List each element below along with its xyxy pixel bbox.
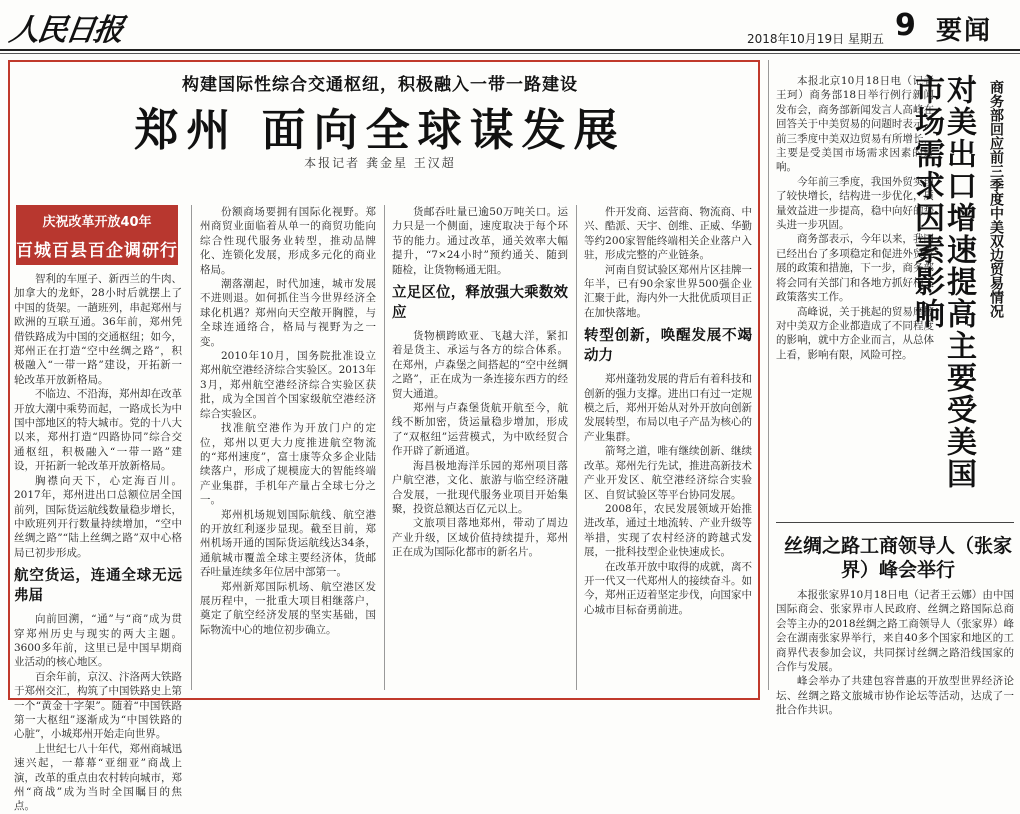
paragraph: 郑州机场规划国际航线、航空港的开放红利逐步显现。截至目前，郑州机场开通的国际货运航线达34条，通航城市覆盖全球主要经济体，货邮吞吐量连续多年位居中部第一。 xyxy=(200,508,376,579)
right-article-2-headline: 丝绸之路工商领导人（张家界）峰会举行 xyxy=(783,535,1012,581)
series-badge xyxy=(16,205,178,265)
feature-column-1 xyxy=(14,272,182,813)
subhead-1: 航空货运，连通全球无远弗届 xyxy=(14,567,182,605)
paragraph: 件开发商、运营商、物流商、中兴、酷派、天宇、创维、正威、华勤等约200家智能终端相关企业落户入驻，形成完整的产业链条。 xyxy=(584,206,752,262)
badge-line-1: 庆祝改革开放40年 xyxy=(42,215,152,230)
paragraph: 峰会举办了共建包容普惠的开放型世界经济论坛、丝绸之路文旅城市协作论坛等活动，达成了一批合作共识。 xyxy=(776,675,1014,717)
top-rule-thin xyxy=(0,53,1020,54)
paragraph: 海昌极地海洋乐园的郑州项目落户航空港，文化、旅游与临空经济融合发展，一批现代服务业项目开始集聚，投资总额达百亿元以上。 xyxy=(392,459,568,515)
section-rule xyxy=(776,522,1014,523)
paragraph: 向前回溯，“通”与“商”成为贯穿郑州历史与现实的两大主题。3600多年前，这里已是中国早期商业活动的核心地区。 xyxy=(14,613,182,669)
paragraph: 箭弩之道，唯有继续创新、继续改革。郑州先行先试，推进高新技术产业开发区、航空港经济综合实验区、自贸试验区等平台协同发展。 xyxy=(584,445,752,501)
paragraph: 郑州蓬勃发展的背后有着科技和创新的强力支撑。进出口有过一定规模之后，郑州开始从对外开放向创新发展转型，布局以电子产品为核心的产业集群。 xyxy=(584,373,752,443)
paragraph: 高峰说，关于挑起的贸易摩擦对中美双方企业都造成了不同程度的影响，就中方企业而言，从总体上看，影响有限，风险可控。 xyxy=(776,305,934,361)
paragraph: 智利的车厘子、新西兰的牛肉、加拿大的龙虾，28小时后就摆上了中国的货架。一趟班列，串起郑州与欧洲的互联互通。36年前，郑州凭借铁路成为中国的交通枢纽；如今，郑州正在打造“空中丝绸之路”，积极融入“一带一路”建设，开拓新一轮改革开放新格局。 xyxy=(14,273,182,386)
badge-line-2: 百城百县百企调研行 xyxy=(16,241,178,261)
right-article-2-body xyxy=(776,588,1014,717)
paragraph: 找准航空港作为开放门户的定位，郑州以更大力度推进航空物流的“郑州速度”，富士康等众多企业陆续落户，形成了规模庞大的智能终端产业集群，手机年产量占全球七分之一。 xyxy=(200,422,376,507)
paragraph: 今年前三季度，我国外贸实现了较快增长，结构进一步优化，质量效益进一步提高，稳中向好的势头进一步巩固。 xyxy=(776,175,934,232)
paragraph: 在改革开放中取得的成就，离不开一代又一代郑州人的接续奋斗。如今，郑州正迈着坚定步伐，向国家中心城市目标奋勇前进。 xyxy=(584,560,752,616)
paragraph: 本报北京10月18日电（记者王珂）商务部18日举行例行新闻发布会，商务部新闻发言人高峰在回答关于中美贸易的问题时表示，前三季度中美双边贸易有所增长，主要是受美国市场需求因素的影响。 xyxy=(776,75,934,174)
issue-date: 2018年10月19日 星期五 xyxy=(747,32,884,46)
column-divider xyxy=(768,60,769,690)
feature-column-4 xyxy=(584,205,752,692)
page-number: 9 xyxy=(895,8,916,43)
paragraph: 2008年，农民发展领域开始推进改革，通过土地流转、产业升级等举措，实现了农村经济的跨越式发展，一批科技型企业快速成长。 xyxy=(584,502,752,559)
column-divider xyxy=(191,205,192,690)
paragraph: 胸襟向天下，心定海百川。2017年，郑州进出口总额位居全国前列，国际货运航线数量稳步增长，中欧班列开行数量持续增加，“空中丝绸之路”“陆上丝绸之路”双中心格局已初步形成。 xyxy=(14,474,182,559)
paragraph: 本报张家界10月18日电（记者王云娜）由中国国际商会、张家界市人民政府、丝绸之路国际总商会等主办的2018丝绸之路工商领导人（张家界）峰会在湖南张家界举行，来自40多个国家和地区的工商界代表参加会议，共同探讨丝绸之路沿线国家的合作与发展。 xyxy=(776,589,1014,674)
feature-kicker: 构建国际性综合交通枢纽，积极融入一带一路建设 xyxy=(182,75,578,95)
paragraph: 上世纪七八十年代，郑州商城迅速兴起，一幕幕“亚细亚”商战上演，改革的重点由农村转向城市，郑州“商战”成为当时全国瞩目的焦点。 xyxy=(14,742,182,813)
subhead-3: 转型创新，唤醒发展不竭动力 xyxy=(584,327,752,365)
feature-byline: 本报记者 龚金星 王汉超 xyxy=(304,156,456,170)
paragraph: 不临边、不沿海，郑州却在改革开放大潮中乘势而起，一路成长为中国中部地区的特大城市。党的十八大以来，郑州打造“四路协同”综合交通枢纽，积极融入“一带一路”建设，开拓新一轮改革开放新格局。 xyxy=(14,388,182,473)
section-title: 要闻 xyxy=(936,16,993,46)
paragraph: 文旅项目落地郑州，带动了周边产业升级，区域价值持续提升，郑州正在成为国际化都市的新名片。 xyxy=(392,517,568,559)
paragraph: 潮落潮起，时代加速，城市发展不进则退。如何抓住当今世界经济全球化机遇？郑州向天空敞开胸膛，与全球连通络合，格局与视野为之一变。 xyxy=(200,278,376,348)
right-vertical-headline: 对美出口增速提高主要受美国市场需求因素影响 xyxy=(909,74,976,490)
paragraph: 郑州与卢森堡货航开航至今，航线不断加密，货运量稳步增加，形成了“双枢纽”运营模式，为中欧经贸合作开辟了新通道。 xyxy=(392,402,568,458)
feature-column-3 xyxy=(392,205,568,692)
paragraph: 河南自贸试验区郑州片区挂牌一年半，已有90余家世界500强企业汇聚于此，海内外一大批优质项目正在加快落地。 xyxy=(584,263,752,319)
feature-column-2 xyxy=(200,205,376,692)
right-vertical-subhead: 商务部回应前三季度中美双边贸易情况 xyxy=(988,80,1004,318)
subhead-2: 立足区位，释放强大乘数效应 xyxy=(392,284,568,322)
paragraph: 郑州新郑国际机场、航空港区发展历程中，一批重大项目相继落户，奠定了航空经济发展的坚实基础，国际物流中心的地位初步确立。 xyxy=(200,580,376,636)
paragraph: 份额商场要拥有国际化视野。郑州商贸业面临着从单一的商贸功能向综合性现代服务业转型，推动品牌化、连锁化发展，形成多元化的商业格局。 xyxy=(200,206,376,276)
paragraph: 百余年前，京汉、汴洛两大铁路于郑州交汇，构筑了中国铁路史上第一个“黄金十字架”。随着“中国铁路第一大枢纽”逐渐成为“中国铁路的心脏”，小城郑州开始走向世界。 xyxy=(14,670,182,741)
masthead xyxy=(0,0,1020,48)
paragraph: 货邮吞吐量已逾50万吨关口。运力只是一个侧面，速度取决于每个环节的能力。通过改革，通关效率大幅提升，“7×24小时”预约通关、随到随检，让货物畅通无阻。 xyxy=(392,206,568,276)
paragraph: 商务部表示，今年以来，我国已经出台了多项稳定和促进外贸发展的政策和措施，下一步，商务部将会同有关部门和各地方抓好相关政策落实工作。 xyxy=(776,233,934,304)
top-rule xyxy=(0,49,1020,51)
column-divider xyxy=(384,205,385,690)
column-divider xyxy=(576,205,577,690)
paragraph: 2010年10月，国务院批准设立郑州航空港经济综合实验区。2013年3月，郑州航空港经济综合实验区获批，成为全国首个国家级航空港经济综合实验区。 xyxy=(200,350,376,420)
paragraph: 货物横跨欧亚、飞越大洋，紧扣着是货主、承运与各方的综合体系。在郑州，卢森堡之间搭起的“空中丝绸之路”，正在成为一条连接东西方的经贸大通道。 xyxy=(392,330,568,400)
feature-headline: 郑州 面向全球谋发展 xyxy=(134,105,626,156)
newspaper-logo: 人民日报 xyxy=(7,13,124,48)
